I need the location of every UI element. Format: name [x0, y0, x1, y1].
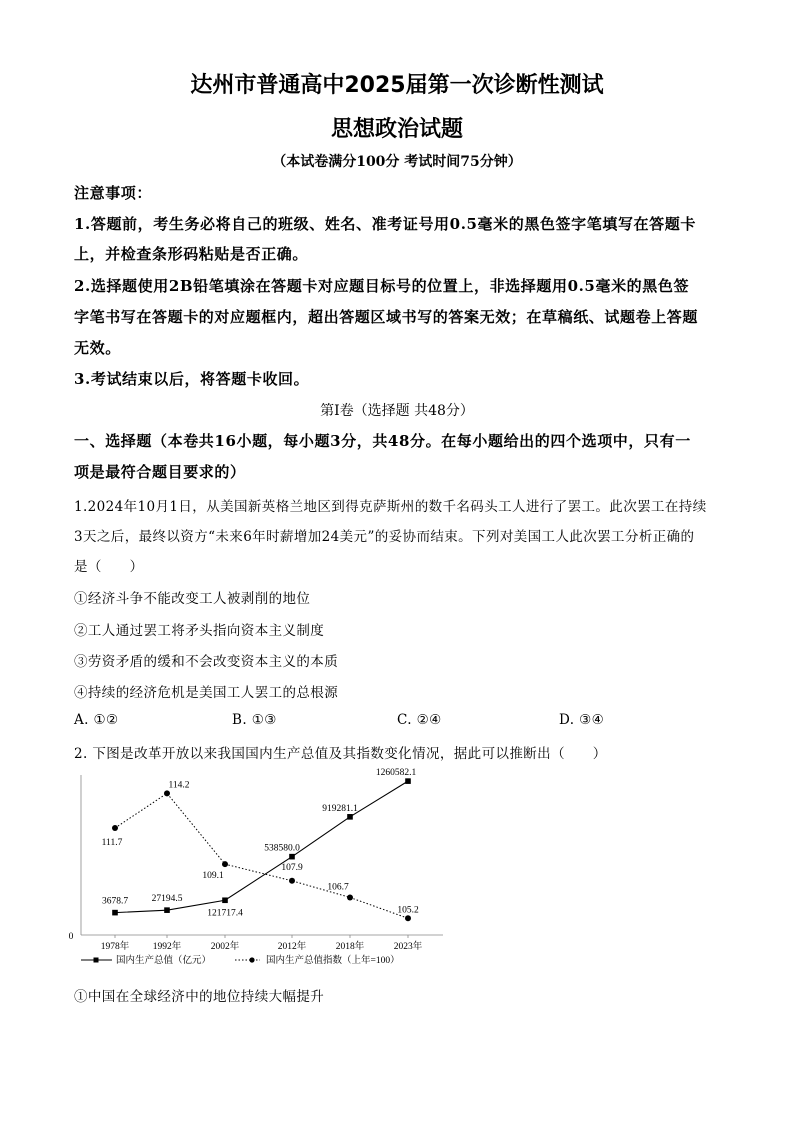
gdp-line: [115, 781, 408, 912]
q1-statement-1: ①经济斗争不能改变工人被剥削的地位: [74, 591, 311, 607]
index-point-5: [405, 915, 411, 921]
origin-label: 0: [68, 932, 74, 942]
exam-title: 达州市普通高中2025届第一次诊断性测试: [190, 73, 604, 98]
index-point-1: [164, 790, 170, 796]
section-label: 第Ⅰ卷（选择题 共48分）: [320, 403, 474, 419]
x-tick-label-0: 1978年: [100, 942, 130, 952]
q1-stem-line-1: 1.2024年10月1日，从美国新英格兰地区到得克萨斯州的数千名码头工人进行了罢工。此次罢工在持续: [74, 499, 707, 515]
x-tick-label-3: 2012年: [277, 942, 307, 952]
index-data-label-5: 105.2: [397, 905, 419, 916]
x-tick-label-4: 2018年: [335, 942, 365, 952]
gdp-point-1: [164, 907, 170, 913]
legend-gdp-label: 国内生产总值（亿元）: [116, 956, 212, 966]
note-2-line-1: 2.选择题使用2B铅笔填涂在答题卡对应题目标号的位置上，非选择题用0.5毫米的黑色签: [74, 277, 690, 295]
subject-title: 思想政治试题: [330, 117, 463, 142]
note-1-line-2: 上，并检查条形码粘贴是否正确。: [74, 245, 309, 263]
index-point-2: [222, 861, 228, 867]
notes-heading: 注意事项：: [74, 184, 153, 202]
q1-option-b: B. ①③: [232, 712, 277, 728]
q1-stem-line-3: 是（ ）: [74, 559, 144, 575]
note-3: 3.考试结束以后，将答题卡收回。: [74, 370, 310, 388]
q1-option-d: D. ③④: [559, 712, 605, 728]
index-data-label-4: 106.7: [327, 882, 349, 893]
gdp-data-label-2: 121717.4: [207, 908, 243, 919]
gdp-point-5: [405, 778, 411, 784]
index-data-label-0: 111.7: [101, 838, 123, 849]
q1-statement-2: ②工人通过罢工将矛头指向资本主义制度: [74, 623, 325, 639]
exam-info: （本试卷满分100分 考试时间75分钟）: [272, 154, 522, 170]
legend-gdp-swatch-marker: [94, 958, 99, 963]
q2-statement-1: ①中国在全球经济中的地位持续大幅提升: [74, 989, 325, 1005]
q1-statement-3: ③劳资矛盾的缓和不会改变资本主义的本质: [74, 654, 339, 670]
part-instruction-line-1: 一、选择题（本卷共16小题，每小题3分，共48分。在每小题给出的四个选项中，只有一: [74, 432, 691, 450]
legend-index-swatch-marker: [249, 957, 254, 962]
q1-statement-4: ④持续的经济危机是美国工人罢工的总根源: [74, 685, 339, 701]
gdp-data-label-1: 27194.5: [151, 894, 183, 905]
q1-option-c: C. ②④: [397, 712, 442, 728]
x-tick-label-5: 2023年: [393, 942, 423, 952]
x-tick-label-1: 1992年: [152, 942, 182, 952]
index-data-label-2: 109.1: [202, 871, 224, 882]
gdp-data-label-0: 3678.7: [101, 896, 129, 907]
note-2-line-2: 字笔书写在答题卡的对应题框内，超出答题区域书写的答案无效；在草稿纸、试题卷上答题: [74, 308, 699, 326]
q1-option-a: A. ①②: [74, 712, 119, 728]
index-data-label-1: 114.2: [168, 780, 190, 791]
gdp-point-4: [347, 814, 353, 820]
part-instruction-line-2: 项是最符合题目要求的）: [74, 463, 246, 481]
gdp-data-label-4: 919281.1: [322, 803, 358, 814]
index-point-0: [112, 825, 118, 831]
index-point-3: [289, 878, 295, 884]
note-1-line-1: 1.答题前，考生务必将自己的班级、姓名、准考证号用0.5毫米的黑色签字笔填写在答题卡: [74, 215, 696, 233]
q2-stem: 2. 下图是改革开放以来我国国内生产总值及其指数变化情况，据此可以推断出（ ）: [74, 746, 607, 762]
gdp-data-label-5: 1260582.1: [375, 768, 417, 779]
q1-stem-line-2: 3天之后，最终以资方“未来6年时薪增加24美元”的妥协而结束。下列对美国工人此次罢工分析正确的: [74, 529, 695, 545]
gdp-data-label-3: 538580.0: [264, 843, 300, 854]
x-tick-label-2: 2002年: [210, 942, 240, 952]
gdp-point-2: [222, 897, 228, 903]
index-point-4: [347, 894, 353, 900]
gdp-point-3: [289, 854, 295, 860]
gdp-chart: [60, 765, 460, 975]
index-data-label-3: 107.9: [281, 862, 303, 873]
note-2-line-3: 无效。: [74, 339, 121, 357]
gdp-point-0: [112, 910, 118, 916]
legend-index-label: 国内生产总值指数（上年=100）: [266, 956, 400, 966]
